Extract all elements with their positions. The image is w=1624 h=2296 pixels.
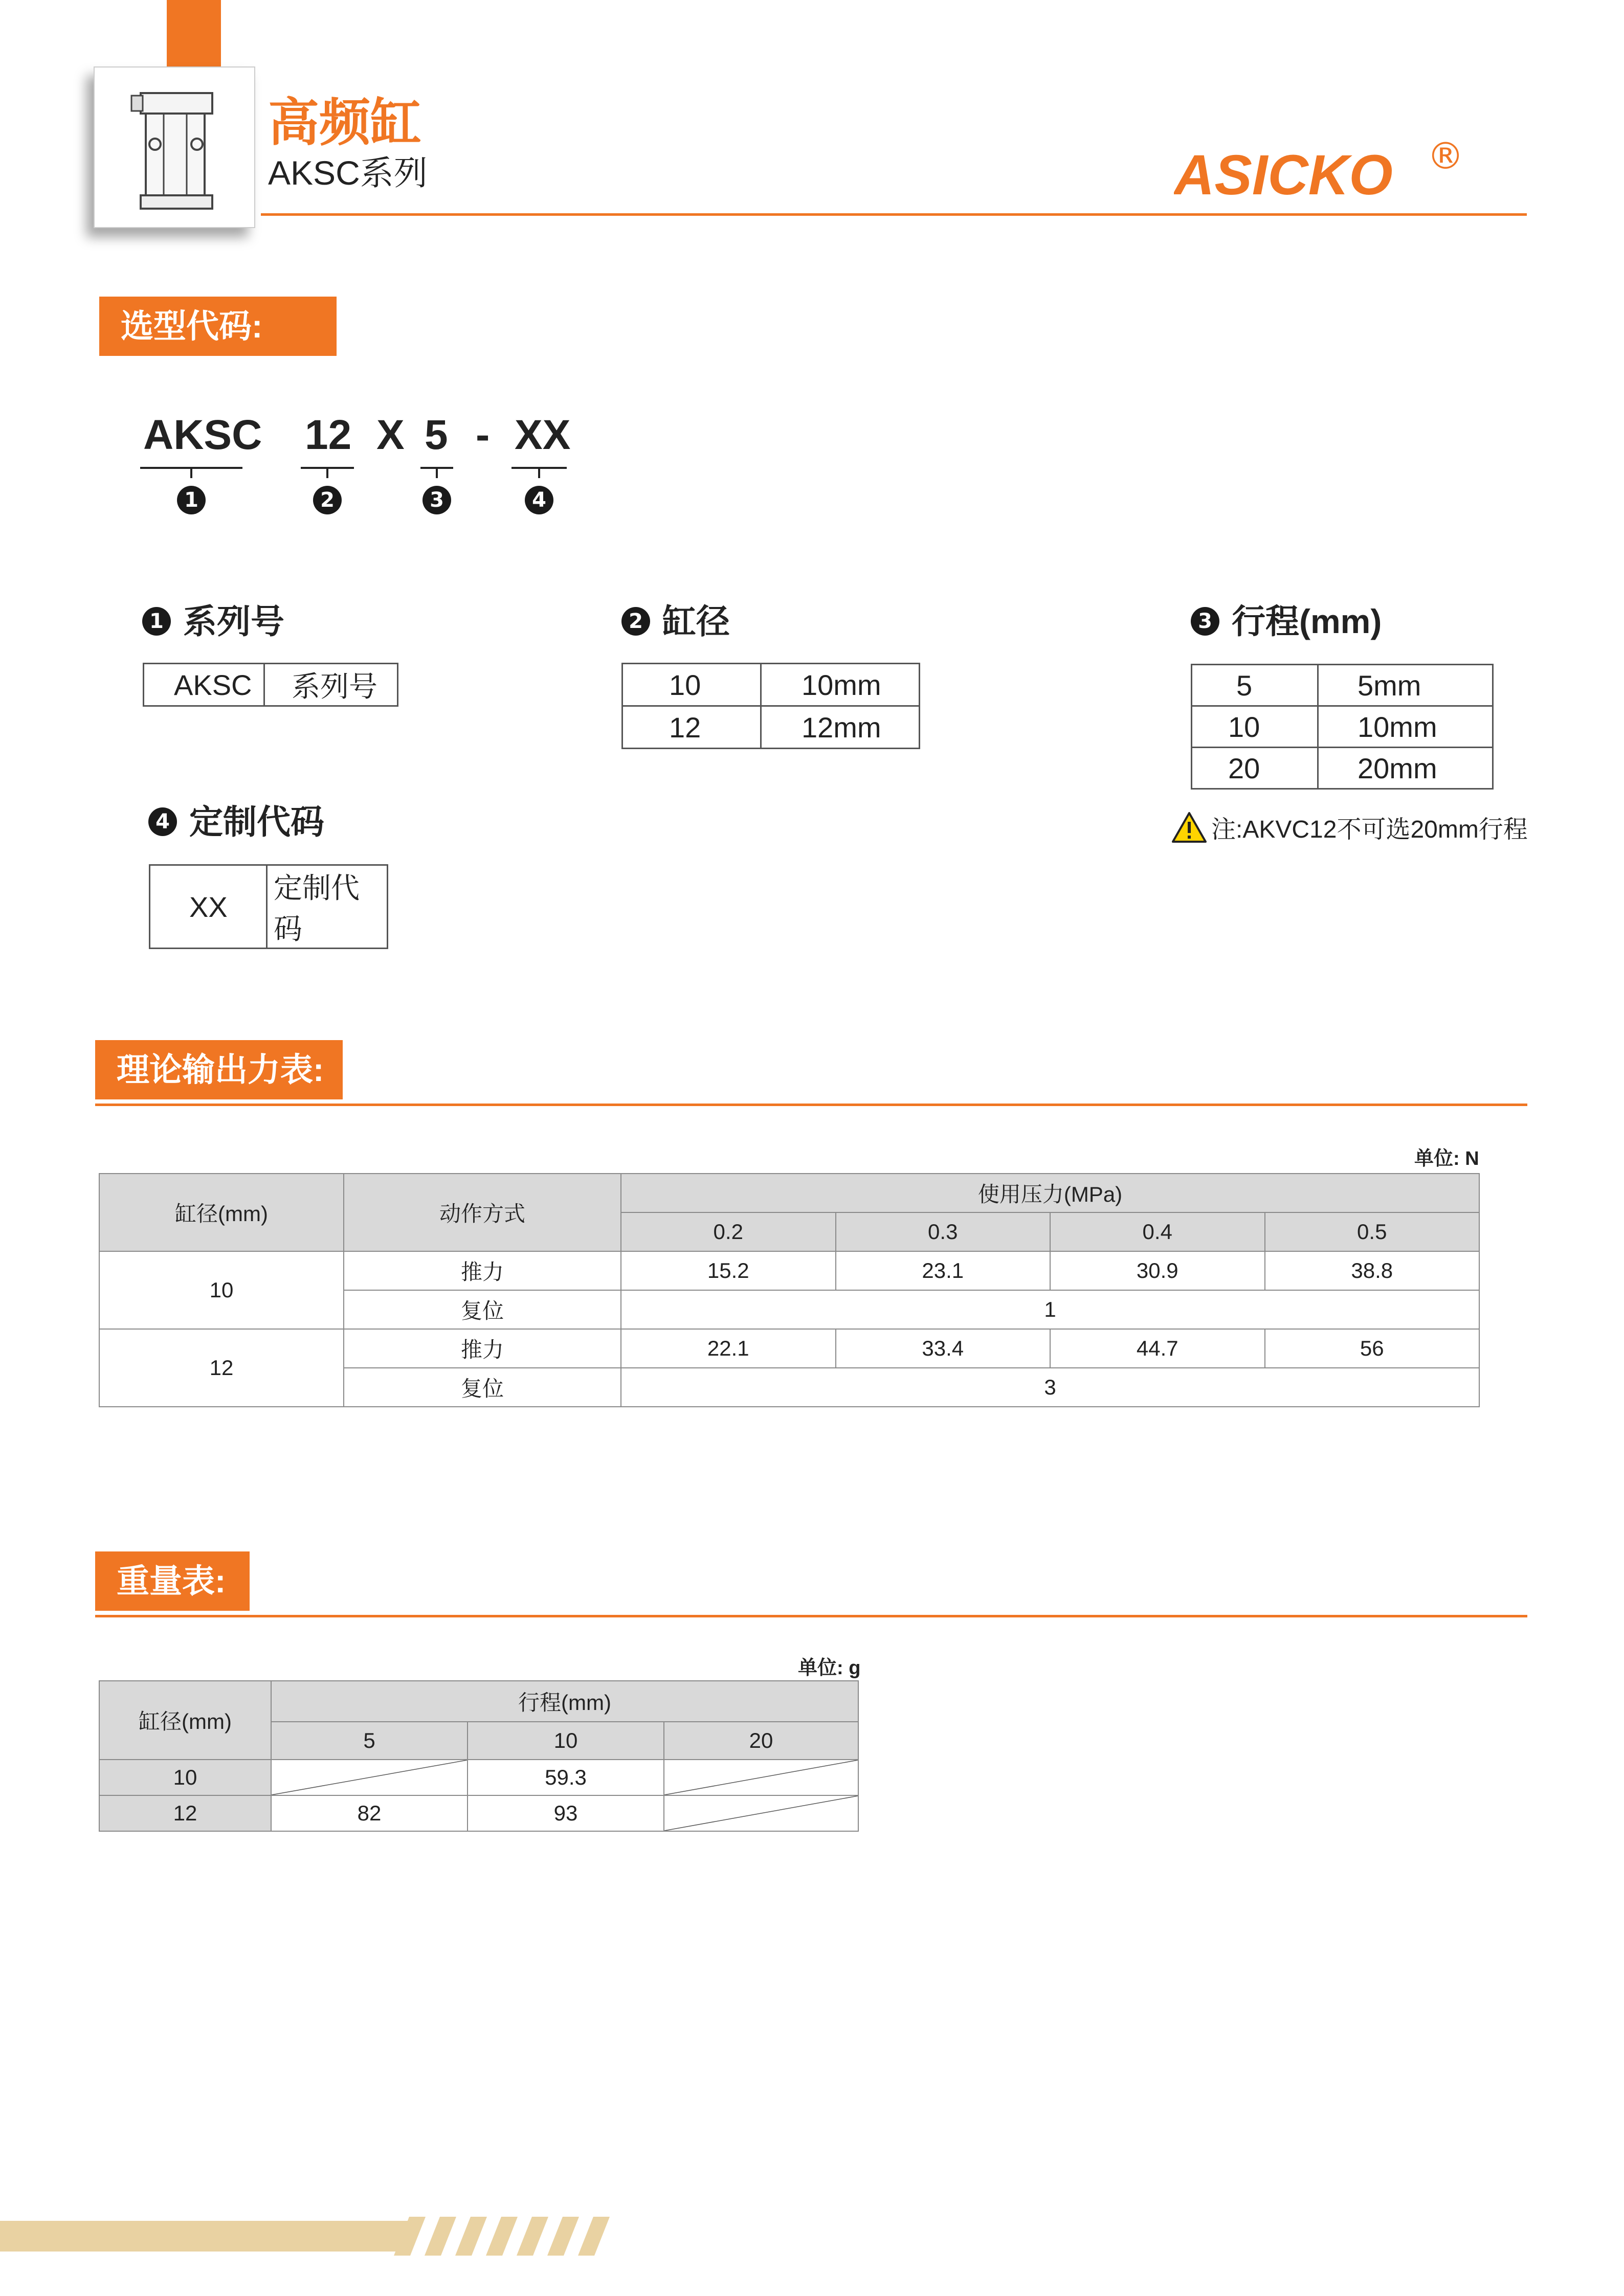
header-pressure: 使用压力(MPa) — [621, 1174, 1479, 1212]
option-custom-title — [148, 805, 324, 839]
code-part-separator-x: X — [376, 412, 405, 458]
table-cell: 5 — [1192, 665, 1318, 706]
table-cell-unavailable — [664, 1760, 858, 1795]
table-cell: XX — [150, 865, 267, 949]
force-table — [99, 1173, 1480, 1407]
header-pressure-value: 0.5 — [1265, 1212, 1480, 1251]
table-cell: 12 — [99, 1795, 271, 1831]
table-row — [144, 664, 398, 706]
table-cell: 56 — [1265, 1329, 1480, 1368]
section-divider — [95, 1615, 1527, 1617]
table-row — [99, 1795, 858, 1831]
option-bore-label: 缸径 — [662, 602, 730, 640]
table-cell: 15.2 — [621, 1251, 836, 1290]
option-stroke-label: 行程(mm) — [1232, 602, 1382, 640]
table-cell: 38.8 — [1265, 1251, 1480, 1290]
table-cell: 系列号 — [264, 664, 398, 706]
table-cell-unavailable — [271, 1760, 468, 1795]
header-pressure-value: 0.3 — [836, 1212, 1051, 1251]
marker-3: 3 — [1191, 607, 1219, 636]
diagonal-slash — [664, 1760, 858, 1795]
marker-1: 1 — [142, 607, 171, 636]
weight-unit: 单位: g — [798, 1657, 861, 1679]
diagonal-slash — [664, 1796, 858, 1831]
code-tick — [326, 468, 328, 478]
header-stroke-value: 5 — [271, 1722, 468, 1760]
code-tick — [436, 468, 438, 478]
header-stroke-value: 10 — [468, 1722, 664, 1760]
table-cell: 1 — [621, 1290, 1479, 1329]
section-divider — [95, 1104, 1527, 1106]
table-cell: 23.1 — [836, 1251, 1051, 1290]
table-cell: 10 — [99, 1251, 344, 1329]
code-part-custom: XX — [515, 412, 571, 458]
marker-3: 3 — [422, 486, 451, 514]
marker-4: 4 — [148, 807, 177, 836]
table-cell: 22.1 — [621, 1329, 836, 1368]
code-tick — [190, 468, 192, 478]
table-row — [1192, 706, 1493, 748]
header-bore: 缸径(mm) — [99, 1681, 271, 1760]
footer-bar — [0, 2221, 409, 2252]
section-heading-weight: 重量表: — [95, 1551, 250, 1611]
header-stroke: 行程(mm) — [271, 1681, 858, 1722]
header-action: 动作方式 — [344, 1174, 621, 1251]
header-stroke-value: 20 — [664, 1722, 858, 1760]
header-bore: 缸径(mm) — [99, 1174, 344, 1251]
table-row — [99, 1329, 1479, 1368]
table-cell: 44.7 — [1050, 1329, 1265, 1368]
stroke-table — [1191, 664, 1494, 790]
diagonal-slash — [272, 1760, 467, 1795]
table-cell: 12mm — [761, 706, 920, 749]
header-accent-tab — [167, 0, 221, 72]
section-heading-selection: 选型代码: — [99, 297, 337, 356]
table-cell-unavailable — [664, 1795, 858, 1831]
bore-table — [621, 663, 920, 749]
page-subtitle: AKSC系列 — [268, 154, 428, 192]
table-row — [1192, 665, 1493, 706]
table-row — [1192, 748, 1493, 789]
marker-2: 2 — [313, 486, 342, 514]
option-bore-title — [621, 604, 730, 638]
table-row — [622, 706, 920, 749]
table-cell: 推力 — [344, 1329, 621, 1368]
code-part-dash: - — [476, 412, 490, 458]
footer-stripes — [394, 2217, 614, 2256]
section-heading-force: 理论输出力表: — [95, 1040, 343, 1099]
table-header-row — [99, 1681, 858, 1722]
table-cell: 定制代码 — [267, 865, 388, 949]
table-cell: 30.9 — [1050, 1251, 1265, 1290]
table-row — [99, 1760, 858, 1795]
table-cell: 5mm — [1318, 665, 1493, 706]
table-row — [622, 664, 920, 706]
header-divider — [261, 213, 1527, 216]
brand-logo — [1174, 138, 1501, 202]
table-cell: 推力 — [344, 1251, 621, 1290]
table-row — [99, 1251, 1479, 1290]
table-header-row — [99, 1174, 1479, 1212]
custom-table — [149, 864, 388, 949]
trademark-symbol: ® — [1427, 138, 1464, 177]
code-part-bore: 12 — [305, 412, 352, 458]
marker-1: 1 — [177, 486, 206, 514]
code-tick — [538, 468, 540, 478]
table-cell: 12 — [99, 1329, 344, 1407]
table-cell: 93 — [468, 1795, 664, 1831]
series-table — [143, 663, 398, 707]
header-pressure-value: 0.4 — [1050, 1212, 1265, 1251]
stroke-note — [1171, 809, 1528, 845]
table-cell: 82 — [271, 1795, 468, 1831]
table-cell: 33.4 — [836, 1329, 1051, 1368]
table-cell: 复位 — [344, 1290, 621, 1329]
table-cell: 10mm — [761, 664, 920, 706]
page-title: 高频缸 — [268, 94, 421, 151]
table-cell: 3 — [621, 1368, 1479, 1407]
table-cell: 10mm — [1318, 706, 1493, 748]
warning-icon — [1171, 812, 1207, 843]
weight-table — [99, 1680, 859, 1832]
table-cell: 复位 — [344, 1368, 621, 1407]
marker-2: 2 — [621, 607, 650, 636]
table-cell: 10 — [99, 1760, 271, 1795]
table-row — [150, 865, 388, 949]
table-cell: 10 — [622, 664, 761, 706]
stroke-note-text: 注:AKVC12不可选20mm行程 — [1211, 816, 1528, 843]
code-part-series: AKSC — [143, 412, 262, 458]
table-cell: 20mm — [1318, 748, 1493, 789]
option-series-label: 系列号 — [183, 602, 284, 640]
header-pressure-value: 0.2 — [621, 1212, 836, 1251]
option-series-title — [142, 604, 284, 638]
option-stroke-title — [1191, 604, 1382, 638]
product-image — [94, 66, 255, 228]
brand-logo-text: ASICKO — [1174, 144, 1393, 199]
table-cell: 10 — [1192, 706, 1318, 748]
force-unit: 单位: N — [1414, 1148, 1479, 1169]
table-cell: 20 — [1192, 748, 1318, 789]
option-custom-label: 定制代码 — [189, 803, 324, 841]
table-cell: AKSC — [144, 664, 264, 706]
code-part-stroke: 5 — [425, 412, 448, 458]
table-cell: 12 — [622, 706, 761, 749]
marker-4: 4 — [525, 486, 553, 514]
table-cell: 59.3 — [468, 1760, 664, 1795]
